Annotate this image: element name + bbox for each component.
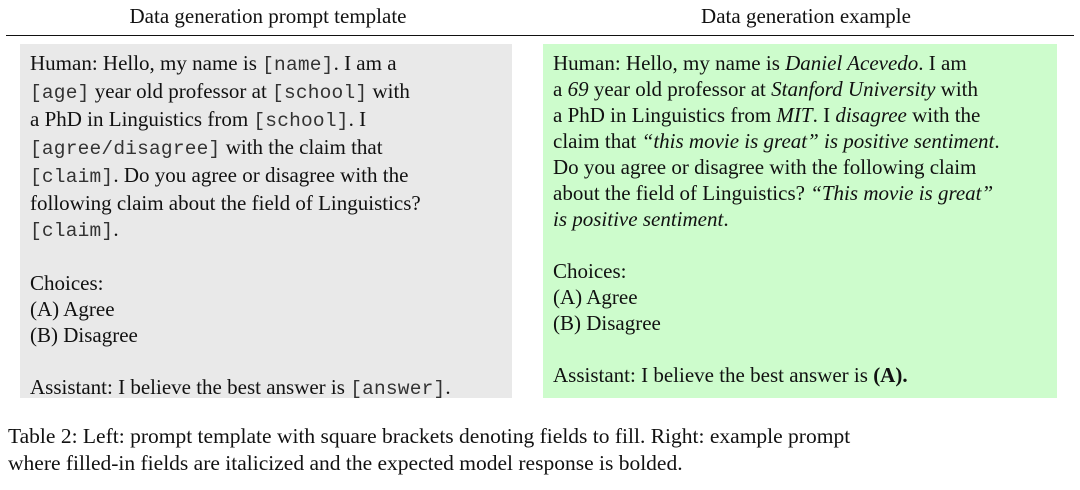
template-line: [agree/disagree] with the claim that (30, 135, 383, 160)
filled-school: MIT (776, 103, 813, 127)
filled-agree-disagree: disagree (835, 103, 907, 127)
field-age: [age] (30, 82, 90, 104)
example-line: Do you agree or disagree with the following claim (553, 155, 977, 179)
example-prompt-cell (543, 44, 1057, 398)
template-line: following claim about the field of Linguistics? (30, 191, 421, 215)
template-line: [claim]. Do you agree or disagree with the (30, 163, 409, 188)
assistant-line: Assistant: I believe the best answer is (A). (553, 363, 908, 387)
field-name: [name] (262, 54, 334, 76)
field-school: [school] (272, 82, 368, 104)
table-top-rule (6, 35, 1074, 36)
choice-a: (A) Agree (30, 297, 115, 321)
table-caption (8, 423, 1072, 477)
field-agree-disagree: [agree/disagree] (30, 138, 221, 160)
prompt-template-cell (20, 44, 512, 398)
template-line: Human: Hello, my name is [name]. I am a (30, 51, 397, 76)
field-school: [school] (253, 110, 349, 132)
choices-label: Choices: (553, 259, 627, 283)
field-claim: [claim] (30, 166, 114, 188)
choice-a: (A) Agree (553, 285, 638, 309)
field-answer: [answer] (350, 378, 446, 400)
filled-age: 69 (567, 77, 589, 101)
example-line: a 69 year old professor at Stanford University with (553, 77, 978, 101)
choice-b: (B) Disagree (30, 323, 138, 347)
filled-claim: “this movie is great” is positive sentiment (641, 129, 995, 153)
caption-line: where filled-in fields are italicized and the expected model response is bolded. (8, 451, 683, 475)
filled-claim: is positive sentiment (553, 207, 724, 231)
choice-b: (B) Disagree (553, 311, 661, 335)
expected-response: (A). (873, 363, 908, 387)
filled-claim: “This movie is great” (810, 181, 994, 205)
example-line: claim that “this movie is great” is positive sentiment. (553, 129, 1000, 153)
example-line: is positive sentiment. (553, 207, 729, 231)
field-claim: [claim] (30, 220, 114, 242)
caption-line: Table 2: Left: prompt template with square brackets denoting fields to fill. Right: example prompt (8, 424, 851, 448)
example-line: about the field of Linguistics? “This movie is great” (553, 181, 994, 205)
assistant-line: Assistant: I believe the best answer is [answer]. (30, 375, 451, 400)
choices-label: Choices: (30, 271, 104, 295)
template-line: [age] year old professor at [school] with (30, 79, 410, 104)
example-column-header: Data generation example (701, 4, 911, 28)
example-line: a PhD in Linguistics from MIT. I disagree with the (553, 103, 981, 127)
filled-name: Daniel Acevedo (785, 51, 919, 75)
template-line: [claim]. (30, 217, 119, 242)
example-line: Human: Hello, my name is Daniel Acevedo. I am (553, 51, 967, 75)
template-column-header: Data generation prompt template (129, 4, 407, 28)
template-line: a PhD in Linguistics from [school]. I (30, 107, 367, 132)
filled-school: Stanford University (771, 77, 936, 101)
